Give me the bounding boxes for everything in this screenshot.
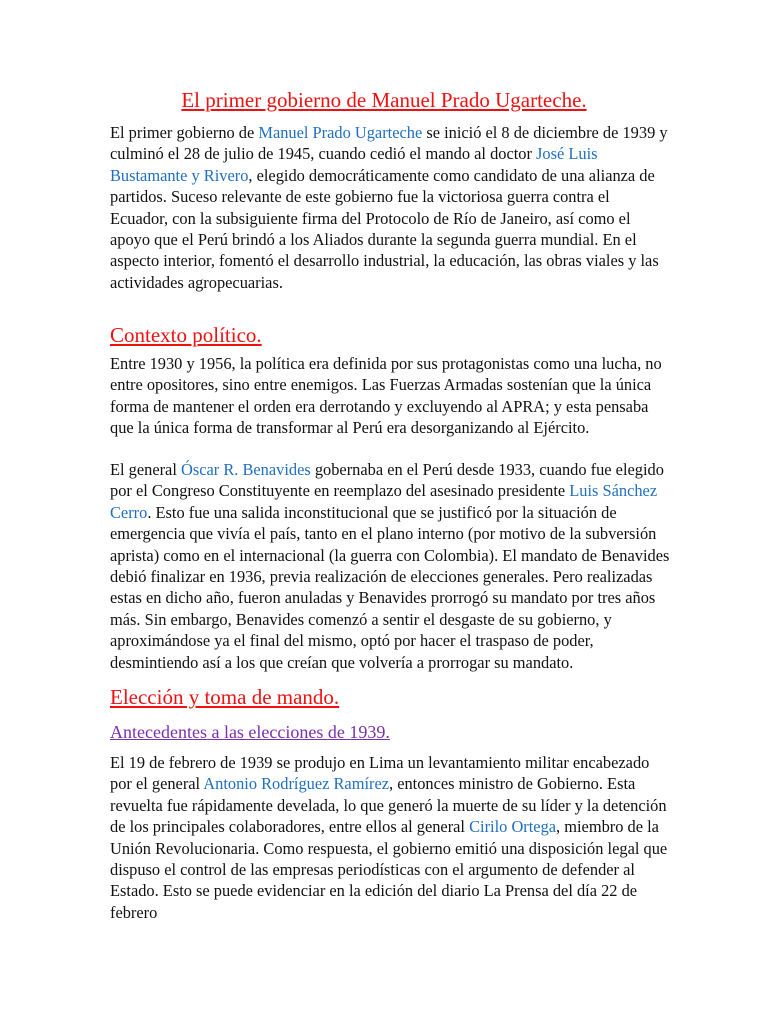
text-run: , entonces ministro de Gobierno. Esta revuelta fue rápidamente develada, lo que generó la muerte de su líder y la detención de los principales colaboradores, entre ellos al general — [110, 774, 667, 837]
contexto-paragraph: Entre 1930 y 1956, la política era definida por sus protagonistas como una lucha, no entre opositores, sino entre enemigos. Las Fuerzas Armadas sostenían que la única forma de mantener el orden era derrotando y excluyendo al APRA; y esta pensaba que la única forma de transformar al Perú era desorganizando al Ejército. — [110, 354, 662, 438]
text-run: , miembro de la Unión Revolucionaria. Como respuesta, el gobierno emitió una disposición legal que dispuso el control de las empresas periodísticas con el argumento de defender al Estado. Esto se puede evidenciar en la edición del diario La Prensa del día 22 de febrero — [110, 817, 668, 922]
text-run: gobernaba en el Perú desde 1933, cuando fue elegido por el Congreso Constituyente en reemplazo del asesinado presidente — [110, 460, 664, 501]
intro-paragraph — [110, 122, 670, 293]
text-run: El 19 de febrero de 1939 se produjo en Lima un levantamiento militar encabezado por el general — [110, 753, 650, 794]
text-run: , elegido democráticamente como candidato de una alianza de partidos. Suceso relevante de este gobierno fue la victoriosa guerra contra el Ecuador, con la subsiguiente firma del Protocolo de Río de Janeiro, así como el apoyo que el Perú brindó a los Aliados durante la segunda guerra mundial. En el aspecto interior, fomentó el desarrollo industrial, la educación, las obras viales y las actividades agropecuarias. — [110, 165, 659, 292]
text-run: . Esto fue una salida inconstitucional que se justificó por la situación de emergencia que vivía el país, tanto en el plano interno (por motivo de la subversión aprista) como en el internacional (la guerra con Colombia). El mandato de Benavides debió finalizar en 1936, previa realización de elecciones generales. Pero realizadas estas en dicho año, fueron anuladas y Benavides prorrogó su mandato por tres años más. Sin embargo, Benavides comenzó a sentir el desgaste de su gobierno, y aproximándose ya el final del mismo, optó por hacer el traspaso de poder, desmintiendo así a los que creían que volvería a prorrogar su mandato. — [110, 502, 670, 672]
link-bustamante[interactable]: José Luis Bustamante y Rivero — [110, 144, 598, 185]
text-run: se inició el 8 de diciembre de 1939 y culminó el 28 de julio de 1945, cuando cedió el mando al doctor — [110, 123, 668, 164]
link-benavides[interactable]: Óscar R. Benavides — [181, 460, 311, 479]
heading-eleccion: Elección y toma de mando. — [110, 685, 340, 709]
text-run: El general — [110, 460, 181, 479]
text-run: El primer gobierno de — [110, 123, 259, 142]
document-title: El primer gobierno de Manuel Prado Ugarteche. — [181, 88, 587, 112]
heading-contexto-politico: Contexto político. — [110, 323, 262, 347]
heading-antecedentes: Antecedentes a las elecciones de 1939. — [110, 722, 390, 742]
antecedentes-paragraph — [110, 752, 670, 923]
link-sanchez-cerro[interactable]: Luis Sánchez Cerro — [110, 481, 658, 522]
link-manuel-prado[interactable]: Manuel Prado Ugarteche — [258, 123, 423, 142]
link-rodriguez-ramirez[interactable]: Antonio Rodríguez Ramírez — [203, 774, 390, 794]
link-cirilo-ortega[interactable]: Cirilo Ortega — [469, 817, 557, 837]
benavides-paragraph — [110, 459, 670, 673]
